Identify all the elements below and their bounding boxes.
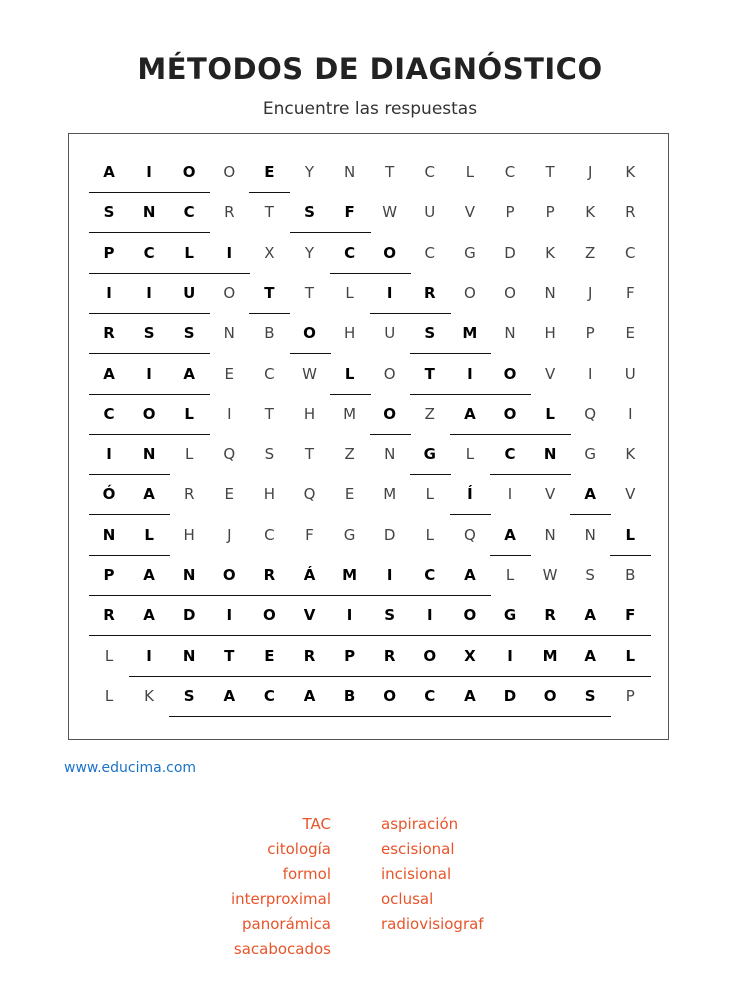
grid-letter[interactable]: A — [103, 364, 115, 383]
grid-letter[interactable]: I — [146, 646, 152, 665]
grid-letter[interactable]: S — [183, 324, 195, 343]
grid-letter[interactable]: I — [146, 163, 152, 181]
grid-letter[interactable]: P — [545, 203, 555, 222]
grid-letter[interactable]: Ó — [102, 485, 116, 504]
grid-letter[interactable]: O — [142, 404, 156, 423]
grid-letter[interactable]: F — [625, 283, 635, 302]
grid-letter[interactable]: I — [507, 646, 513, 665]
grid-letter[interactable]: J — [227, 525, 232, 544]
grid-letter[interactable]: L — [104, 686, 114, 705]
word-list-item: incisional — [381, 865, 452, 883]
grid-letter[interactable]: A — [103, 163, 115, 181]
grid-letter[interactable]: I — [226, 606, 233, 625]
grid-letter[interactable]: I — [106, 445, 112, 464]
grid-letter[interactable]: H — [263, 485, 276, 504]
grid-letter[interactable]: N — [142, 203, 156, 222]
grid-letter[interactable]: R — [263, 566, 276, 584]
grid-letter[interactable]: G — [423, 445, 436, 464]
grid-letter[interactable]: S — [103, 203, 115, 222]
grid-letter[interactable]: U — [624, 364, 636, 383]
grid-letter[interactable]: S — [264, 445, 275, 464]
grid-letter[interactable]: C — [263, 686, 275, 705]
grid-letter[interactable]: R — [424, 283, 436, 302]
grid-letter[interactable]: Y — [304, 243, 315, 262]
grid-letter[interactable]: A — [584, 606, 596, 625]
grid-letter[interactable]: Á — [303, 566, 316, 584]
grid-letter[interactable]: P — [103, 566, 115, 584]
grid-letter[interactable]: C — [504, 163, 516, 181]
grid-letter[interactable]: J — [587, 283, 593, 302]
grid-letter[interactable]: O — [543, 686, 557, 705]
grid-letter[interactable]: S — [183, 686, 195, 705]
grid-letter[interactable]: R — [383, 646, 396, 665]
grid-letter[interactable]: L — [545, 404, 555, 423]
grid-letter[interactable]: C — [264, 364, 275, 383]
grid-letter[interactable]: M — [343, 404, 357, 423]
grid-letter[interactable]: K — [545, 243, 556, 262]
grid-letter[interactable]: A — [183, 364, 195, 383]
grid-letter[interactable]: P — [505, 203, 515, 222]
grid-letter[interactable]: L — [425, 485, 434, 504]
grid-letter[interactable]: N — [343, 163, 356, 181]
grid-letter[interactable]: Í — [467, 485, 473, 504]
word-list-item: citología — [267, 840, 331, 858]
grid-letter[interactable]: R — [103, 324, 115, 343]
grid-letter[interactable]: O — [463, 283, 476, 302]
grid-letter[interactable]: B — [625, 566, 636, 584]
grid-letter[interactable]: A — [143, 485, 155, 504]
word-list-item: aspiración — [381, 815, 459, 833]
grid-letter[interactable]: L — [625, 525, 636, 544]
grid-letter[interactable]: T — [224, 646, 235, 665]
grid-letter[interactable]: O — [303, 324, 316, 343]
grid-letter[interactable]: A — [464, 404, 476, 423]
grid-letter[interactable]: O — [504, 283, 516, 302]
grid-letter[interactable]: I — [628, 404, 633, 423]
word-list-column-right — [381, 812, 484, 937]
grid-letter[interactable]: M — [542, 646, 558, 665]
grid-letter[interactable]: F — [344, 203, 355, 222]
grid-letter[interactable]: L — [465, 163, 475, 181]
grid-letter[interactable]: E — [344, 485, 355, 504]
grid-letter[interactable]: T — [264, 283, 275, 302]
word-list-item: oclusal — [381, 890, 434, 908]
grid-letter[interactable]: E — [264, 646, 275, 665]
word-list-item: formol — [282, 865, 331, 883]
grid-letter[interactable]: Q — [223, 445, 236, 464]
word-list-item: panorámica — [242, 915, 331, 933]
grid-letter[interactable]: L — [345, 283, 354, 302]
grid-letter[interactable]: I — [507, 485, 513, 504]
grid-letter[interactable]: O — [423, 646, 437, 665]
grid-letter[interactable]: A — [143, 606, 155, 625]
grid-letter[interactable]: K — [625, 445, 636, 464]
grid-letter[interactable]: G — [584, 445, 596, 464]
grid-letter[interactable]: Q — [303, 485, 316, 504]
grid-letter[interactable]: T — [545, 163, 555, 181]
grid-letter[interactable]: C — [625, 243, 636, 262]
grid-letter[interactable]: V — [464, 203, 476, 222]
grid-letter[interactable]: O — [383, 404, 397, 423]
grid-letter[interactable]: N — [384, 445, 396, 464]
grid-letter[interactable]: U — [384, 324, 396, 343]
grid-letter[interactable]: F — [625, 606, 636, 625]
grid-letter[interactable]: I — [386, 283, 393, 302]
grid-letter[interactable]: M — [383, 485, 397, 504]
grid-letter[interactable]: R — [303, 646, 316, 665]
grid-letter[interactable]: P — [625, 686, 635, 705]
grid-letter[interactable]: T — [385, 163, 395, 181]
grid-letter[interactable]: O — [223, 283, 236, 302]
grid-letter[interactable]: B — [264, 324, 275, 343]
grid-letter[interactable]: Z — [344, 445, 355, 464]
grid-letter[interactable]: A — [464, 566, 476, 584]
word-list-item: radiovisiograf — [381, 915, 484, 933]
grid-letter[interactable]: O — [222, 566, 236, 584]
grid-letter[interactable]: C — [264, 525, 275, 544]
grid-letter[interactable]: S — [304, 203, 315, 222]
grid-letter[interactable]: S — [384, 606, 396, 625]
word-list-item: interproximal — [230, 890, 331, 908]
grid-letter[interactable]: R — [183, 485, 195, 504]
grid-letter[interactable]: L — [144, 525, 154, 544]
grid-letter[interactable]: N — [182, 646, 196, 665]
grid-letter[interactable]: L — [505, 566, 515, 584]
grid-letter[interactable]: U — [183, 283, 196, 302]
word-list-item: sacabocados — [233, 940, 331, 958]
grid-letter[interactable]: E — [224, 364, 235, 383]
grid-letter[interactable]: A — [584, 646, 596, 665]
grid-letter[interactable]: L — [184, 404, 194, 423]
grid-letter[interactable]: I — [587, 364, 593, 383]
grid-letter[interactable]: C — [424, 163, 436, 181]
grid-letter[interactable]: D — [503, 686, 517, 705]
grid-letter[interactable]: V — [625, 485, 636, 504]
grid-letter[interactable]: Z — [424, 404, 435, 423]
grid-letter[interactable]: O — [263, 606, 276, 625]
grid-letter[interactable]: N — [223, 324, 235, 343]
word-list-item: escisional — [381, 840, 455, 858]
grid-letter[interactable]: L — [184, 243, 194, 262]
grid-letter[interactable]: T — [264, 203, 274, 222]
grid-letter[interactable]: C — [143, 243, 155, 262]
grid-letter[interactable]: B — [343, 686, 356, 705]
grid-letter[interactable]: O — [383, 364, 396, 383]
grid-letter[interactable]: E — [625, 324, 636, 343]
grid-letter[interactable]: M — [462, 324, 478, 343]
grid-letter[interactable]: U — [424, 203, 436, 222]
grid-letter[interactable]: R — [103, 606, 115, 625]
grid-letter[interactable]: L — [104, 646, 114, 665]
grid-letter[interactable]: H — [544, 324, 556, 343]
grid-letter[interactable]: A — [143, 566, 155, 584]
grid-letter[interactable]: O — [223, 163, 236, 181]
grid-letter[interactable]: P — [103, 243, 115, 262]
grid-letter[interactable]: N — [544, 525, 556, 544]
grid-letter[interactable]: V — [544, 364, 556, 383]
grid-letter[interactable]: A — [303, 686, 316, 705]
grid-letter[interactable]: O — [383, 686, 397, 705]
grid-letter[interactable]: P — [585, 324, 595, 343]
grid-letter[interactable]: D — [504, 243, 516, 262]
grid-letter[interactable]: L — [344, 364, 355, 383]
grid-letter[interactable]: V — [303, 606, 316, 625]
grid-letter[interactable]: W — [542, 566, 558, 584]
grid-letter[interactable]: N — [182, 566, 196, 584]
grid-letter[interactable]: N — [504, 324, 516, 343]
grid-letter[interactable]: K — [625, 163, 636, 181]
grid-letter[interactable]: C — [424, 686, 436, 705]
grid-letter[interactable]: X — [464, 646, 476, 665]
grid-letter[interactable]: S — [584, 686, 596, 705]
grid-letter[interactable]: H — [343, 324, 356, 343]
grid-letter[interactable]: C — [103, 404, 115, 423]
grid-letter[interactable]: Q — [463, 525, 476, 544]
grid-letter[interactable]: M — [342, 566, 358, 584]
grid-letter[interactable]: Z — [585, 243, 596, 262]
grid-letter[interactable]: L — [425, 525, 434, 544]
puzzle-subtitle: Encuentre las respuestas — [262, 99, 478, 119]
grid-letter[interactable]: A — [223, 686, 236, 705]
grid-letter[interactable]: N — [544, 283, 556, 302]
grid-letter[interactable]: X — [264, 243, 275, 262]
grid-letter[interactable]: A — [464, 686, 476, 705]
grid-letter[interactable]: N — [543, 445, 557, 464]
grid-letter[interactable]: T — [424, 364, 435, 383]
puzzle-title: MÉTODOS DE DIAGNÓSTICO — [137, 52, 603, 86]
grid-letter[interactable]: I — [106, 283, 112, 302]
website-link[interactable]: www.educima.com — [64, 760, 197, 776]
grid-letter[interactable]: C — [344, 243, 356, 262]
grid-letter[interactable]: E — [264, 163, 275, 181]
grid-letter[interactable]: I — [346, 606, 353, 625]
grid-letter[interactable]: S — [585, 566, 595, 584]
grid-letter[interactable]: I — [146, 283, 152, 302]
grid-letter[interactable]: G — [343, 525, 356, 544]
grid-letter[interactable]: W — [302, 364, 317, 383]
grid-letter[interactable]: I — [386, 566, 393, 584]
grid-letter[interactable]: J — [587, 163, 593, 181]
grid-letter[interactable]: A — [504, 525, 516, 544]
grid-letter[interactable]: I — [427, 606, 433, 625]
grid-letter[interactable]: O — [463, 606, 477, 625]
grid-letter[interactable]: N — [102, 525, 116, 544]
grid-letter[interactable]: I — [226, 243, 233, 262]
grid-letter[interactable]: S — [424, 324, 436, 343]
grid-letter[interactable]: L — [465, 445, 475, 464]
grid-letter[interactable]: D — [182, 606, 196, 625]
grid-letter[interactable]: H — [183, 525, 195, 544]
grid-letter[interactable]: C — [183, 203, 195, 222]
grid-letter[interactable]: O — [503, 404, 517, 423]
grid-letter[interactable]: P — [344, 646, 356, 665]
grid-letter[interactable]: T — [304, 283, 315, 302]
grid-letter[interactable]: L — [625, 646, 636, 665]
grid-letter[interactable]: R — [544, 606, 556, 625]
grid-letter[interactable]: D — [383, 525, 396, 544]
grid-letter[interactable]: H — [303, 404, 316, 423]
grid-letter[interactable]: K — [585, 203, 596, 222]
grid-letter[interactable]: Y — [304, 163, 315, 181]
grid-letter[interactable]: C — [424, 243, 436, 262]
word-list-column-left — [231, 812, 331, 962]
grid-letter[interactable]: L — [185, 445, 194, 464]
grid-letter[interactable]: C — [424, 566, 436, 584]
grid-letter[interactable]: G — [464, 243, 476, 262]
grid-letter[interactable]: R — [224, 203, 235, 222]
grid-letter[interactable]: I — [467, 364, 473, 383]
grid-letter[interactable]: I — [227, 404, 232, 423]
grid-letter[interactable]: S — [143, 324, 155, 343]
grid-letter[interactable]: K — [144, 686, 155, 705]
grid-letter[interactable]: W — [382, 203, 398, 222]
grid-letter[interactable]: T — [304, 445, 315, 464]
grid-letter[interactable]: E — [224, 485, 235, 504]
grid-letter[interactable]: V — [544, 485, 556, 504]
grid-letter[interactable]: N — [584, 525, 596, 544]
grid-letter[interactable]: R — [625, 203, 636, 222]
grid-letter[interactable]: O — [182, 163, 196, 181]
grid-letter[interactable]: F — [305, 525, 314, 544]
word-list-item: TAC — [302, 815, 331, 833]
grid-letter[interactable]: Q — [584, 404, 597, 423]
grid-letter[interactable]: O — [383, 243, 397, 262]
word-search-grid-frame — [68, 133, 669, 740]
grid-letter[interactable]: I — [146, 364, 152, 383]
grid-letter[interactable]: O — [503, 364, 517, 383]
grid-letter[interactable]: G — [503, 606, 517, 625]
grid-letter[interactable]: T — [264, 404, 274, 423]
grid-letter[interactable]: C — [504, 445, 516, 464]
grid-letter[interactable]: A — [584, 485, 596, 504]
grid-letter[interactable]: N — [142, 445, 156, 464]
